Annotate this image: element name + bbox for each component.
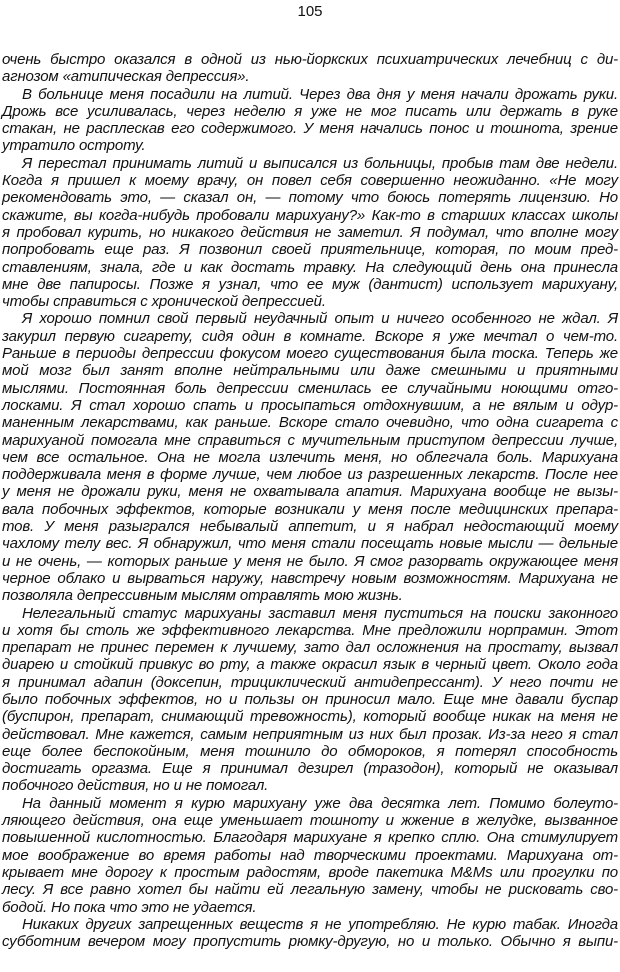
paragraph — [2, 310, 618, 604]
text-line: очень быстро оказался в одной из нью-йоркских психиатрических лечебниц с ди- — [2, 51, 618, 68]
text-line: мне две папиросы. Позже я узнал, что ее муж (дантист) использует марихуану, — [2, 275, 618, 293]
text-line: марихуаной помогала мне справиться с мучительным приступом депрессии лучше, — [2, 431, 618, 449]
text-line: и не очень, — которых раньше у меня не было. Я смог разорвать окружающее меня — [2, 552, 618, 570]
paragraph — [2, 916, 618, 951]
text-line: мое воображение во время работы над творческими проектами. Марихуана от- — [2, 846, 618, 864]
page-number: 105 — [297, 3, 323, 20]
text-line: поддерживала меня в форме лучше, чем любое из разрешенных лекарств. После нее — [2, 466, 618, 484]
text-line: я принимал адапин (доксепин, трициклический антидепрессант). У него почти не — [2, 673, 618, 691]
paragraph — [2, 51, 618, 86]
text-line: мыслями. Постоянная боль депрессии сменилась ее случайными ноющими отго- — [2, 379, 618, 397]
text-line: ставлениям, знала, где и как достать травку. На следующий день она принесла — [2, 258, 618, 276]
text-line: утратило остроту. — [2, 137, 146, 155]
text-line: Раньше в периоды депрессии фокусом моего существования была тоска. Теперь же — [2, 345, 618, 363]
text-line: (буспирон, препарат, снимающий тревожность), который вообще никак на меня не — [2, 708, 618, 726]
paragraph — [2, 795, 618, 916]
text-line: повышенной кислотностью. Благодаря марихуане я крепко сплю. Она стимулирует — [2, 829, 618, 847]
text-line: еще более беспокойным, меня тошнило до обмороков, я потерял способность — [2, 742, 618, 760]
text-line: рекомендовать это, — сказал он, — потому что боюсь потерять лицензию. Но — [2, 189, 618, 207]
text-line: Я хорошо помнил свой первый неудачный опыт и ничего особенного не ждал. Я — [22, 310, 618, 328]
text-line: достигать оргазма. Еще я принимал дезирел (тразодон), который не оказывал — [2, 760, 618, 778]
body-text — [2, 51, 618, 950]
text-line: Когда я пришел к моему врачу, он повел себя совершенно неожиданно. «Не могу — [2, 172, 618, 190]
text-line: тов. У меня разыгрался небывалый аппетит, и я набрал недостающий моему — [2, 518, 618, 536]
text-line: побочного действия, но и не помогал. — [2, 777, 269, 795]
text-line: диарею и стойкий привкус во рту, а также окрасил язык в черный цвет. Около года — [2, 656, 618, 674]
text-line: лесу. Я все равно хотел бы найти ей легальную замену, чтобы не рисковать сво- — [2, 881, 618, 899]
text-line: На данный момент я курю марихуану уже два десятка лет. Помимо болеуто- — [22, 794, 618, 812]
paragraph — [2, 86, 618, 155]
text-line: и хотя бы столь же эффективного лекарства. Мне предложили норпрамин. Этот — [2, 621, 618, 639]
text-line: стакан, не расплескав его содержимого. У меня начались понос и тошнота, зрение — [2, 120, 618, 138]
text-line: чтобы справиться с хронической депрессией. — [2, 293, 326, 311]
text-line: ляющего действия, она еще уменьшает тошноту и жжение в желудке, вызванное — [2, 812, 618, 830]
text-line: Дрожь все усиливалась, через неделю я уже не мог писать или держать в руке — [2, 102, 618, 120]
text-line: действовал. Мне кажется, самым неприятным из них был прозак. Из-за него я стал — [2, 725, 618, 743]
text-line: скажите, вы когда-нибудь пробовали марихуану?» Как-то в старших классах школы — [2, 206, 618, 224]
text-line: В больнице меня посадили на литий. Через два дня у меня начали дрожать руки. — [22, 85, 618, 103]
text-line: мой мозг был занят вполне нейтральными или даже смешными и приятными — [2, 362, 618, 380]
text-line: вала побочных эффектов, которые возникали у меня после медицинских препара- — [2, 500, 618, 518]
text-line: субботним вечером могу пропустить рюмку-другую, но и только. Обычно я выпи- — [2, 933, 618, 951]
text-line: я пробовал курить, но никакого действия не заметил. Я подумал, что вполне могу — [2, 223, 618, 241]
text-line: черное облако и вырваться наружу, навстречу новым возможностям. Марихуана не — [2, 569, 618, 587]
paragraph — [2, 155, 618, 311]
text-line: позволяла депрессивным мыслям отравлять мою жизнь. — [2, 587, 403, 605]
text-line: бодой. Но пока что это не удается. — [2, 898, 257, 916]
text-line: крывает мне дорогу к простым радостям, вроде пакетика M&Ms или прогулки по — [2, 863, 618, 881]
text-line: Никаких других запрещенных веществ я не употребляю. Не курю табак. Иногда — [22, 915, 618, 933]
text-line: попробовать еще раз. Я позвонил своей приятельнице, которая, по моим пред- — [2, 241, 618, 259]
text-line: закурил первую сигарету, сидя один в комнате. Вскоре я уже мечтал о чем-то. — [2, 327, 618, 345]
text-line: лосками. Я стал хорошо спать и просыпаться отдохнувшим, а не вялым и одур- — [2, 396, 618, 414]
text-line: чем все остальное. Она не могла излечить меня, но облегчала боль. Марихуана — [2, 448, 618, 466]
text-line: маненным лекарствами, как раньше. Вскоре стало очевидно, что одна сигарета с — [2, 414, 618, 432]
paragraph — [2, 605, 618, 795]
text-line: Нелегальный статус марихуаны заставил меня пуститься на поиски законного — [22, 604, 618, 622]
text-line: у меня не дрожали руки, меня не охватывала апатия. Марихуана вообще не вызы- — [2, 483, 618, 501]
text-line: чахлому телу вес. Я обнаружил, что меня стали посещать новые мысли — дельные — [2, 535, 618, 553]
text-line: препарат не принес перемен к лучшему, зато дал осложнения на простату, вызвал — [2, 639, 618, 657]
text-line: Я перестал принимать литий и выписался из больницы, пробыв там две недели. — [22, 154, 618, 172]
text-line: агнозом «атипическая депрессия». — [2, 68, 250, 86]
text-line: было побочных эффектов, но и пользы он приносил мало. Еще мне давали буспар — [2, 690, 618, 708]
